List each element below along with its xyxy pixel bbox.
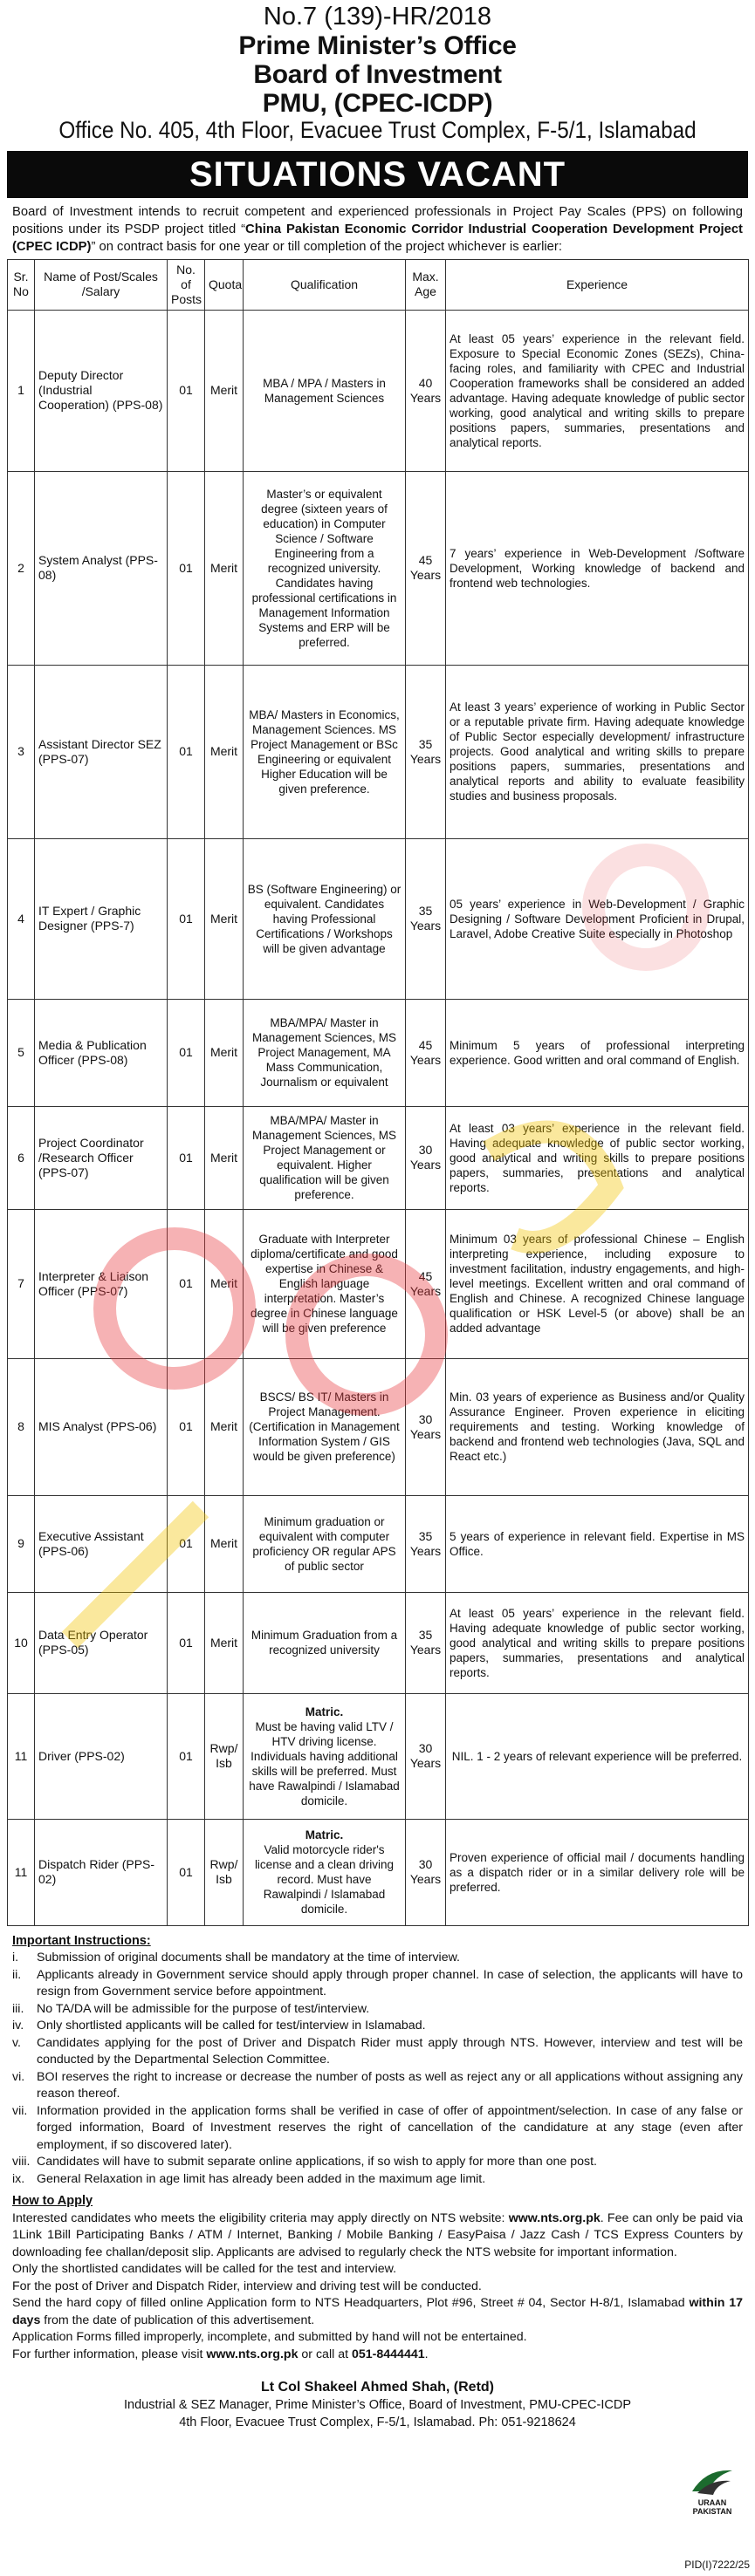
cell-experience: Minimum 03 years of professional Chinese – English interpreting experience, including exposure to investment facilitation, industry engagements, and high-level meetings. Excellent written and oral command of English and Chinese. A recognized Chinese language qualification or HSK Level-5 (or above) shall be an added advantage (446, 1209, 749, 1358)
cell-posts: 01 (168, 838, 205, 999)
nts-website-link[interactable]: www.nts.org.pk (206, 2347, 299, 2361)
cell-post-name: Assistant Director SEZ (PPS-07) (35, 665, 168, 838)
cell-sr: 9 (8, 1495, 35, 1592)
cell-posts: 01 (168, 1358, 205, 1495)
instruction-text: Applicants already in Government service should apply through proper channel. In case of selection, the applicants will have to resign from Government service before appointment. (37, 1967, 743, 1999)
cell-experience: At least 03 years’ experience in the relevant field. Having adequate knowledge of public sector working, good analytical and writing skills to prepare positions papers, summaries, presentations and analytical reports. (446, 1106, 749, 1209)
cell-post-name: Executive Assistant (PPS-06) (35, 1495, 168, 1592)
cell-posts: 01 (168, 665, 205, 838)
header-sr: Sr. No (8, 259, 35, 310)
apply-title: How to Apply (12, 2194, 93, 2209)
cell-quota: Merit (205, 471, 244, 665)
positions-table (7, 259, 749, 1926)
cell-quota: Merit (205, 665, 244, 838)
header-qualification: Qualification (244, 259, 406, 310)
list-item (12, 1967, 743, 2001)
instruction-text: Information provided in the application forms shall be verified in case of offer of appointment/selection. In case of any false or forged information, Board of Investment reserves the right of cancellation of the candidature at any stage (even after employment, if so discovered later). (37, 2103, 743, 2152)
cell-posts: 01 (168, 999, 205, 1106)
qualification-matric: Matric. (305, 1705, 344, 1718)
office-address: Office No. 405, 4th Floor, Evacuee Trust Complex, F-5/1, Islamabad (58, 116, 697, 143)
instruction-text: BOI reserves the right to increase or decrease the number of posts as well as reject any or all applications without assigning any reason thereof. (37, 2069, 743, 2101)
cell-qualification: Minimum Graduation from a recognized university (244, 1592, 406, 1693)
apply-text: . Fee can only be paid via 1Link 1Bill Participating Banks / ATM / Internet, Banking / Mobile Banking / EasyPaisa / Jazz Cash / TCS Express Counters by downloading fee challan/deposit slip. Applicants are advised to regularly check the NTS website for important information. (12, 2210, 743, 2259)
cell-sr: 7 (8, 1209, 35, 1358)
uraan-pakistan-logo (682, 2465, 743, 2526)
cell-qualification: MBA/ Masters in Economics, Management Sciences. MS Project Management or BSc Engineering or equivalent Higher Education will be given preference. (244, 665, 406, 838)
signatory-address: 4th Floor, Evacuee Trust Complex, F-5/1, Islamabad. Ph: 051-9218624 (179, 2415, 576, 2430)
signature-block (7, 2379, 748, 2431)
list-item (12, 2103, 743, 2155)
table-row (8, 1358, 749, 1495)
qualification-detail: Must be having valid LTV / HTV driving license. Individuals having additional skills will be preferred. Must have Rawalpindi / Islamabad domicile. (249, 1719, 400, 1807)
cell-quota: Merit (205, 310, 244, 471)
cell-qualification: Master’s or equivalent degree (sixteen years of education) in Computer Science / Software Engineering from a recognized university. Candidates having professional certifications in Management Information Systems and ERP will be preferred. (244, 471, 406, 665)
apply-paragraph-5: Application Forms filled improperly, incomplete, and submitted by hand will not be entertained. (12, 2330, 527, 2345)
cell-age: 35 Years (406, 1592, 446, 1693)
instruction-number: vi. (12, 2069, 25, 2084)
header-age: Max. Age (406, 259, 446, 310)
apply-text: from the date of publication of this advertisement. (40, 2313, 315, 2327)
cell-experience: Minimum 5 years of professional interpreting experience. Good written and oral command of English. (446, 999, 749, 1106)
cell-qualification: BSCS/ BS IT/ Masters in Project Management. (Certification in Management Information System / GIS would be given preference) (244, 1358, 406, 1495)
important-instructions (12, 1933, 743, 2189)
instruction-number: viii. (12, 2155, 31, 2169)
cell-post-name: Media & Publication Officer (PPS-08) (35, 999, 168, 1106)
apply-paragraph-4 (12, 2295, 743, 2329)
cell-experience: NIL. 1 - 2 years of relevant experience will be preferred. (446, 1693, 749, 1819)
cell-experience: At least 3 years’ experience of working in Public Sector or a reputable private firm. Having adequate knowledge of Public Sector especially development/ infrastructure projects. Good analytical and writing skills to prepare positions papers, summaries, presentations and analytical reports and ability to evaluate feasibility studies and business proposals. (446, 665, 749, 838)
cell-qualification: BS (Software Engineering) or equivalent. Candidates having Professional Certifications / Workshops will be given advantage (244, 838, 406, 999)
cell-qualification (244, 1819, 406, 1925)
logo-line-2: PAKISTAN (692, 2507, 732, 2516)
cell-sr: 10 (8, 1592, 35, 1693)
instruction-number: v. (12, 2035, 21, 2050)
apply-text: Send the hard copy of filled online Application form to NTS Headquarters, Plot #96, Street # 04, Sector H-8/1, Islamabad (12, 2296, 690, 2311)
header-experience: Experience (446, 259, 749, 310)
intro-text-1: Board of Investment intends to recruit competent and experienced professionals in Project Pay Scales (PPS) on following positions under its PSDP project titled “ (12, 204, 743, 236)
cell-post-name: Dispatch Rider (PPS-02) (35, 1819, 168, 1925)
apply-paragraph-6 (12, 2347, 743, 2364)
table-row (8, 471, 749, 665)
list-item (12, 2171, 743, 2189)
cell-qualification: MBA/MPA/ Master in Management Sciences, MS Project Management or equivalent. Higher qualification will be given preference. (244, 1106, 406, 1209)
pid-number: PID(I)7222/25 (684, 2559, 750, 2571)
situations-vacant-banner: SITUATIONS VACANT (7, 151, 748, 198)
cell-age: 30 Years (406, 1819, 446, 1925)
cell-quota: Rwp/ Isb (205, 1819, 244, 1925)
cell-age: 45 Years (406, 471, 446, 665)
cell-sr: 4 (8, 838, 35, 999)
phone-number: 051-8444441 (351, 2347, 425, 2361)
header-posts: No. of Posts (168, 259, 205, 310)
table-row (8, 1495, 749, 1592)
table-row (8, 1209, 749, 1358)
pmu-name: PMU, (CPEC-ICDP) (262, 88, 493, 118)
cell-qualification: MBA / MPA / Masters in Management Sciences (244, 310, 406, 471)
apply-paragraph-1 (12, 2210, 743, 2262)
cell-posts: 01 (168, 1495, 205, 1592)
table-header-row (8, 259, 749, 310)
intro-paragraph (12, 203, 743, 256)
instruction-number: vii. (12, 2103, 28, 2118)
cell-experience: 05 years’ experience in Web-Development / Graphic Designing / Software Development Proficient in Drupal, Laravel, Adobe Creative Suite especially in Photoshop (446, 838, 749, 999)
signatory-name: Lt Col Shakeel Ahmed Shah, (Retd) (261, 2380, 494, 2395)
intro-text-2: ” on contract basis for one year or till completion of the project whichever is earlier: (91, 239, 562, 254)
instruction-number: iii. (12, 2001, 24, 2016)
apply-paragraph-3: For the post of Driver and Dispatch Rider, interview and driving test will be conducted. (12, 2279, 482, 2293)
list-item (12, 2018, 743, 2035)
qualification-detail: Valid motorcycle rider's license and a clean driving record. Must have Rawalpindi / Islamabad domicile. (254, 1843, 395, 1917)
cell-age: 35 Years (406, 838, 446, 999)
office-name: Prime Minister’s Office (238, 31, 517, 60)
nts-website-link[interactable]: www.nts.org.pk (508, 2210, 601, 2225)
cell-experience: 5 years of experience in relevant field. Expertise in MS Office. (446, 1495, 749, 1592)
cell-qualification: Minimum graduation or equivalent with computer proficiency OR regular APS of public sector (244, 1495, 406, 1592)
header (7, 3, 748, 144)
signatory-title: Industrial & SEZ Manager, Prime Minister’s Office, Board of Investment, PMU-CPEC-ICDP (124, 2398, 631, 2413)
cell-qualification: Graduate with Interpreter diploma/certificate and good expertise in Chinese & English language interpretation. Master’s degree in Chinese language will be given preference (244, 1209, 406, 1358)
cell-post-name: Interpreter & Liaison Officer (PPS-07) (35, 1209, 168, 1358)
cell-sr: 1 (8, 310, 35, 471)
cell-sr: 5 (8, 999, 35, 1106)
cell-quota: Merit (205, 1495, 244, 1592)
list-item (12, 1950, 743, 1967)
cell-quota: Merit (205, 1209, 244, 1358)
cell-qualification: MBA/MPA/ Master in Management Sciences, MS Project Management, MA Mass Communication, Journalism or equivalent (244, 999, 406, 1106)
cell-age: 35 Years (406, 1495, 446, 1592)
table-row (8, 310, 749, 471)
cell-experience: Proven experience of official mail / documents handling as a dispatch rider or in a similar delivery role will be preferred. (446, 1819, 749, 1925)
advertisement-page (7, 3, 748, 2573)
cell-sr: 3 (8, 665, 35, 838)
instruction-text: Candidates applying for the post of Driver and Dispatch Rider must apply through NTS. However, interview and test will be conducted by the Departmental Selection Committee. (37, 2035, 743, 2067)
cell-posts: 01 (168, 1106, 205, 1209)
cell-sr: 2 (8, 471, 35, 665)
instruction-number: ix. (12, 2171, 25, 2186)
cell-sr: 8 (8, 1358, 35, 1495)
cell-quota: Rwp/ Isb (205, 1693, 244, 1819)
deadline: within 17 days (12, 2296, 743, 2327)
table-row (8, 838, 749, 999)
apply-paragraph-2: Only the shortlisted candidates will be called for the test and interview. (12, 2262, 397, 2277)
qualification-matric: Matric. (305, 1828, 344, 1842)
cell-experience: Min. 03 years of experience as Business and/or Quality Assurance Engineer. Proven experience in eliciting requirements and testing. Working knowledge of backend and frontend web technologies (Java, SQL and React etc.) (446, 1358, 749, 1495)
cell-sr: 6 (8, 1106, 35, 1209)
cell-qualification (244, 1693, 406, 1819)
cell-posts: 01 (168, 1693, 205, 1819)
cell-post-name: Deputy Director (Industrial Cooperation) (PPS-08) (35, 310, 168, 471)
cell-age: 35 Years (406, 665, 446, 838)
instruction-number: i. (12, 1951, 19, 1965)
instruction-text: General Relaxation in age limit has already been added in the maximum age limit. (37, 2171, 486, 2186)
how-to-apply (12, 2193, 743, 2363)
instruction-number: iv. (12, 2019, 24, 2033)
cell-quota: Merit (205, 1592, 244, 1693)
header-name: Name of Post/Scales /Salary (35, 259, 168, 310)
cell-post-name: Driver (PPS-02) (35, 1693, 168, 1819)
cell-posts: 01 (168, 1819, 205, 1925)
cell-post-name: Project Coordinator /Research Officer (PPS-07) (35, 1106, 168, 1209)
list-item (12, 2035, 743, 2069)
apply-text: . (424, 2347, 429, 2361)
instruction-text: Only shortlisted applicants will be called for test/interview in Islamabad. (37, 2019, 426, 2033)
cell-post-name: Data Entry Operator (PPS-05) (35, 1592, 168, 1693)
cell-experience: At least 05 years’ experience in the relevant field. Exposure to Special Economic Zones (SEZs), China-facing roles, and familiarity with CPEC and Industrial Cooperation frameworks shall be considered an added advantage. Having adequate knowledge of public sector working, good analytical and writing skills to prepare positions papers, summaries, presentations and analytical reports. (446, 310, 749, 471)
cell-quota: Merit (205, 838, 244, 999)
cell-posts: 01 (168, 1592, 205, 1693)
list-item (12, 2069, 743, 2103)
list-item (12, 2001, 743, 2019)
instruction-text: Candidates will have to submit separate online applications, if so wish to apply for more than one post. (37, 2155, 597, 2169)
cell-quota: Merit (205, 1106, 244, 1209)
cell-age: 45 Years (406, 1209, 446, 1358)
cell-experience: At least 05 years’ experience in the relevant field. Having adequate knowledge of public sector working, good analytical and writing skills to prepare positions papers, summaries, presentations and analytical reports. (446, 1592, 749, 1693)
cell-posts: 01 (168, 471, 205, 665)
table-row (8, 1693, 749, 1819)
cell-age: 30 Years (406, 1358, 446, 1495)
cell-post-name: System Analyst (PPS-08) (35, 471, 168, 665)
table-row (8, 665, 749, 838)
instructions-title: Important Instructions: (12, 1933, 151, 1948)
cell-quota: Merit (205, 1358, 244, 1495)
cell-sr: 11 (8, 1693, 35, 1819)
list-item (12, 2154, 743, 2171)
table-row (8, 999, 749, 1106)
apply-text: For further information, please visit (12, 2347, 207, 2361)
cell-quota: Merit (205, 999, 244, 1106)
instruction-text: No TA/DA will be admissible for the purpose of test/interview. (37, 2001, 370, 2016)
board-name: Board of Investment (253, 59, 502, 89)
cell-posts: 01 (168, 310, 205, 471)
table-row (8, 1819, 749, 1925)
cell-post-name: IT Expert / Graphic Designer (PPS-7) (35, 838, 168, 999)
intro-project-title: China Pakistan Economic Corridor Industrial Cooperation Development Project (CPEC ICDP) (12, 222, 743, 254)
cell-post-name: MIS Analyst (PPS-06) (35, 1358, 168, 1495)
cell-age: 30 Years (406, 1693, 446, 1819)
apply-text: Interested candidates who meets the eligibility criteria may apply directly on NTS website: (12, 2210, 509, 2225)
cell-experience: 7 years’ experience in Web-Development /Software Development, Working knowledge of backend and frontend web technologies. (446, 471, 749, 665)
reference-number: No.7 (139)-HR/2018 (263, 3, 492, 31)
uraan-bird-icon (689, 2465, 736, 2498)
logo-line-1: URAAN (697, 2498, 727, 2507)
cell-sr: 11 (8, 1819, 35, 1925)
cell-age: 40 Years (406, 310, 446, 471)
cell-posts: 01 (168, 1209, 205, 1358)
instruction-text: Submission of original documents shall be mandatory at the time of interview. (37, 1951, 460, 1965)
instruction-number: ii. (12, 1967, 22, 1982)
table-row (8, 1592, 749, 1693)
cell-age: 30 Years (406, 1106, 446, 1209)
apply-text: or call at (298, 2347, 352, 2361)
header-quota: Quota (205, 259, 244, 310)
cell-age: 45 Years (406, 999, 446, 1106)
table-row (8, 1106, 749, 1209)
